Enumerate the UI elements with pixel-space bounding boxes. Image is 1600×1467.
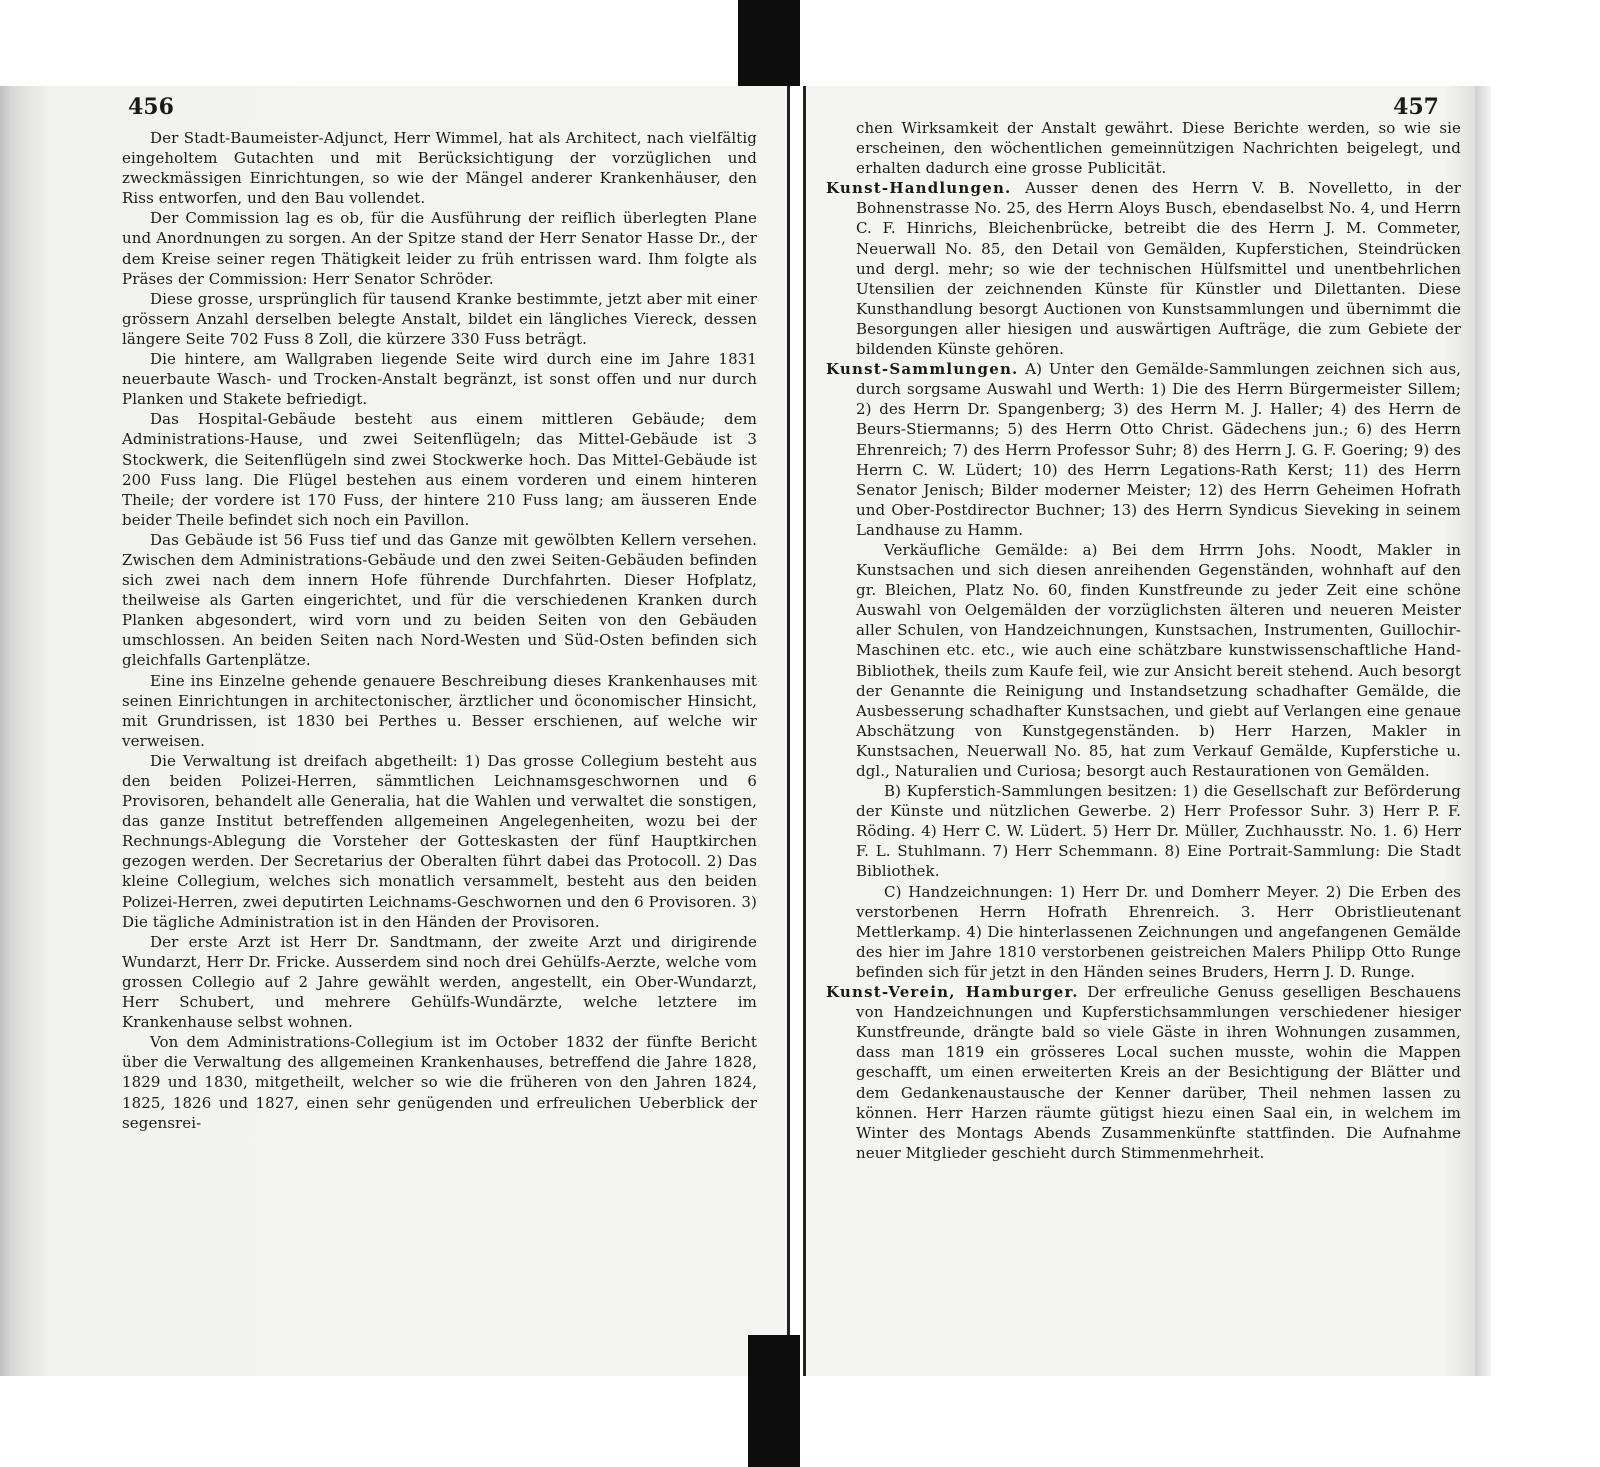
paragraph: Das Gebäude ist 56 Fuss tief und das Ganze mit gewölbten Kellern versehen. Zwischen dem Administrations-Gebäude und den zwei Seiten-Gebäuden befinden sich zwei nach dem innern Hofe führende Durchfahrten. Dieser Hofplatz, theilweise als Garten eingerichtet, und für die verschiedenen Kranken durch Planken abgesondert, wird vorn und zu beiden Seiten von den Gebäuden umschlossen. An beiden Seiten nach Nord-Westen und Süd-Osten befinden sich gleichfalls Gartenplätze. bbox=[122, 530, 757, 670]
entry-kunst-sammlungen bbox=[826, 359, 1461, 540]
entry-kunst-handlungen bbox=[826, 178, 1461, 359]
paragraph: Der Stadt-Baumeister-Adjunct, Herr Wimmel, hat als Architect, nach vielfältig eingeholtem Gutachten und mit Berücksichtigung der vorzüglichen und zweckmässigen Einrichtungen, so wie der Mängel anderer Krankenhäuser, den Riss entworfen, und den Bau vollendet. bbox=[122, 129, 757, 208]
entry-text: Der erfreuliche Genuss geselligen Beschauens von Handzeichnungen und Kupferstichsammlungen verschiedener hiesiger Kunstfreunde, drängte bald so viele Gäste in ihren Wohnungen zusammen, dass man 1819 ein grösseres Local suchen musste, wohin die Mappen geschafft, um einen erweiterten Kreis an der Besichtigung der Blätter und dem Gedankenaustausche der Kenner darüber, Theil nehmen lassen zu können. Herr Harzen räumte gütigst hiezu einen Saal ein, in welchem im Winter des Montags Abends Zusammenkünfte stattfinden. Die Aufnahme neuer Mitglieder geschieht durch Stimmenmehrheit. bbox=[856, 983, 1462, 1162]
page-number-right: 457 bbox=[1393, 94, 1439, 120]
paragraph: Eine ins Einzelne gehende genauere Beschreibung dieses Krankenhauses mit seinen Einrichtungen in architectonischer, ärztlicher und öconomischer Hinsicht, mit Grundrissen, ist 1830 bei Perthes u. Besser erschienen, auf welche wir verweisen. bbox=[122, 671, 757, 750]
paragraph: Von dem Administrations-Collegium ist im October 1832 der fünfte Bericht über die Verwaltung des allgemeinen Krankenhauses, betreffend die Jahre 1828, 1829 und 1830, mitgetheilt, welcher so wie die früheren von den Jahren 1824, 1825, 1826 und 1827, einen sehr genügenden und erfreulichen Ueberblick der segensrei- bbox=[122, 1033, 757, 1132]
right-page bbox=[803, 86, 1475, 1376]
paragraph: Diese grosse, ursprünglich für tausend Kranke bestimmte, jetzt aber mit einer grössern Anzahl derselben belegte Anstalt, bildet ein längliches Viereck, dessen längere Seite 702 Fuss 8 Zoll, die kürzere 330 Fuss beträgt. bbox=[122, 289, 757, 348]
entry-text: A) Unter den Gemälde-Sammlungen zeichnen sich aus, durch sorgsame Auswahl und Werth: 1) Die des Herrn Bürgermeister Sillem; 2) des Herrn Dr. Spangenberg; 3) des Herrn M. J. Haller; 4) des Herrn de Beurs-Stiermanns; 5) des Herrn Otto Christ. Gädechens jun.; 6) des Herrn Ehrenreich; 7) des Herrn Professor Suhr; 8) des Herrn J. G. F. Goering; 9) des Herrn C. W. Lüdert; 10) des Herrn Legations-Rath Kerst; 11) des Herrn Senator Jenisch; Bilder moderner Meister; 12) des Herrn Geheimen Hofrath und Ober-Postdirector Buchner; 13) des Herrn Syndicus Sieveking in seinem Landhause zu Hamm. bbox=[856, 360, 1461, 539]
subparagraph: C) Handzeichnungen: 1) Herr Dr. und Domherr Meyer. 2) Die Erben des verstorbenen Herrn Hofrath Ehrenreich. 3. Herr Obristlieutenant Mettlerkamp. 4) Die hinterlassenen Zeichnungen und angefangenen Gemälde des hier im Jahre 1810 verstorbenen geistreichen Malers Philipp Otto Runge befinden sich für jetzt in den Händen seines Bruders, Herrn J. D. Runge. bbox=[856, 882, 1461, 981]
paragraph: Der Commission lag es ob, für die Ausführung der reiflich überlegten Plane und Anordnungen zu sorgen. An der Spitze stand der Herr Senator Hasse Dr., der dem Kreise seiner regen Thätigkeit leider zu früh entrissen ward. Ihm folgte als Präses der Commission: Herr Senator Schröder. bbox=[122, 209, 757, 288]
entry-heading: Kunst-Handlungen. bbox=[826, 179, 1012, 198]
paragraph: Die hintere, am Wallgraben liegende Seite wird durch eine im Jahre 1831 neuerbaute Wasch- und Trocken-Anstalt begränzt, ist sonst offen und nur durch Planken und Stakete befriedigt. bbox=[122, 350, 757, 409]
entry-text: Ausser denen des Herrn V. B. Novelletto, in der Bohnenstrasse No. 25, des Herrn Aloys Busch, ebendaselbst No. 4, und Herrn C. F. Hinrichs, Bleichenbrücke, betreibt die des Herrn J. M. Commeter, Neuerwall No. 85, den Detail von Gemälden, Kupferstichen, Steindrücken und dergl. mehr; so wie der technischen Hülfsmittel und unentbehrlichen Utensilien der zeichnenden Künste für Künstler und Dilettanten. Diese Kunsthandlung besorgt Auctionen von Kunstsammlungen und übernimmt die Besorgungen aller hiesigen und auswärtigen Aufträge, die zum Gebiete der bildenden Künste gehören. bbox=[856, 179, 1461, 359]
entry-heading: Kunst-Sammlungen. bbox=[826, 360, 1019, 379]
paragraph: Der erste Arzt ist Herr Dr. Sandtmann, der zweite Arzt und dirigirende Wundarzt, Herr Dr. Fricke. Ausserdem sind noch drei Gehülfs-Aerzte, welche vom grossen Collegio auf 2 Jahre gewählt werden, angestellt, ein Ober-Wundarzt, Herr Schubert, und mehrere Gehülfs-Wundärzte, welche letztere im Krankenhause selbst wohnen. bbox=[122, 932, 757, 1032]
entry-kunst-verein bbox=[826, 982, 1461, 1163]
paragraph: Die Verwaltung ist dreifach abgetheilt: 1) Das grosse Collegium besteht aus den beiden Polizei-Herren, sämmtlichen Leichnamsgeschwornen und 6 Provisoren, behandelt alle Generalia, hat die Wahlen und verwaltet die sonstigen, das ganze Institut betreffenden allgemeinen Angelegenheiten, wozu bei der Rechnungs-Ablegung die Vorsteher der Gotteskasten der fünf Hauptkirchen gezogen werden. Der Secretarius der Oberalten führt dabei das Protocoll. 2) Das kleine Collegium, welches sich monatlich versammelt, besteht aus den beiden Polizei-Herren, zwei deputirten Leichnams-Geschwornen und den 6 Provisoren. 3) Die tägliche Administration ist in den Händen der Provisoren. bbox=[122, 751, 757, 931]
entry-heading: Kunst-Verein, Hamburger. bbox=[826, 983, 1079, 1002]
paragraph: Das Hospital-Gebäude besteht aus einem mittleren Gebäude; dem Administrations-Hause, und zwei Seitenflügeln; das Mittel-Gebäude ist 3 Stockwerk, die Seitenflügeln sind zwei Stockwerke hoch. Das Mittel-Gebäude ist 200 Fuss lang. Die Flügel bestehen aus einem vorderen und einem hinteren Theile; der vordere ist 170 Fuss, der hintere 210 Fuss lang; am äusseren Ende beider Theile befindet sich noch ein Pavillon. bbox=[122, 410, 757, 529]
page-number-left: 456 bbox=[128, 94, 174, 120]
book-edge-right bbox=[1475, 86, 1491, 1376]
subparagraph: B) Kupferstich-Sammlungen besitzen: 1) die Gesellschaft zur Beförderung der Künste und nützlichen Gewerbe. 2) Herr Professor Suhr. 3) Herr P. F. Röding. 4) Herr C. W. Lüdert. 5) Herr Dr. Müller, Zuchhausstr. No. 1. 6) Herr F. L. Stuhlmann. 7) Herr Schemmann. 8) Eine Portrait-Sammlung: Die Stadt Bibliothek. bbox=[856, 782, 1461, 881]
right-page-text bbox=[826, 118, 1461, 1163]
subparagraph: Verkäufliche Gemälde: a) Bei dem Hrrrn Johs. Noodt, Makler in Kunstsachen und sich diesen anreihenden Gegenständen, wohnhaft auf den gr. Bleichen, Platz No. 60, finden Kunstfreunde zu jeder Zeit eine schöne Auswahl von Oelgemälden der vorzüglichsten älteren und neueren Meister aller Schulen, von Handzeichnungen, Kunstsachen, Instrumenten, Guillochir-Maschinen etc. etc., wie auch eine schätzbare kunstwissenschaftliche Hand-Bibliothek, theils zum Kaufe feil, wie zur Ansicht bereit stehend. Auch besorgt der Genannte die Reinigung und Instandsetzung schadhafter Gemälde, die Ausbesserung schadhafter Kunstsachen, und giebt auf Verlangen eine genaue Abschätzung von Kunstgegenständen. b) Herr Harzen, Makler in Kunstsachen, Neuerwall No. 85, hat zum Verkauf Gemälde, Kupferstiche u. dgl., Naturalien und Curiosa; besorgt auch Restaurationen von Gemälden. bbox=[856, 540, 1461, 780]
continuation-paragraph: chen Wirksamkeit der Anstalt gewährt. Diese Berichte werden, so wie sie erscheinen, den wöchentlichen gemeinnützigen Nachrichten beigelegt, und erhalten dadurch eine grosse Publicität. bbox=[856, 119, 1461, 178]
scan-gutter-bottom bbox=[748, 1335, 800, 1467]
scan-gutter-top bbox=[738, 0, 800, 86]
left-page-text bbox=[122, 128, 757, 1133]
left-page bbox=[10, 86, 790, 1376]
